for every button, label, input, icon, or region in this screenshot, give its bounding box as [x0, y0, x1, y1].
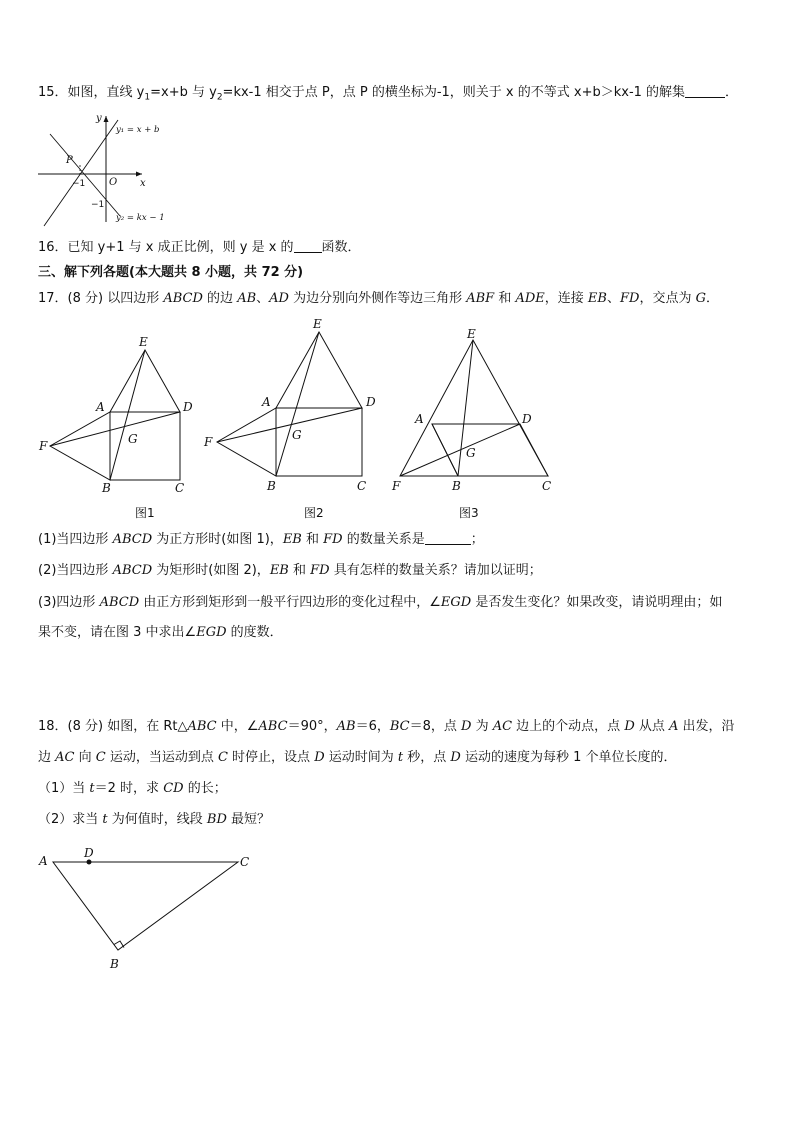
- svg-text:A: A: [96, 400, 105, 414]
- origin-label: O: [109, 177, 118, 188]
- svg-text:A: A: [415, 412, 424, 426]
- q15-graph: [36, 112, 176, 224]
- point-p-label: P: [66, 155, 73, 166]
- svg-text:E: E: [139, 335, 148, 349]
- answer-blank[interactable]: [685, 84, 725, 98]
- svg-text:B: B: [452, 479, 461, 493]
- svg-text:G: G: [292, 428, 302, 442]
- svg-text:C: C: [175, 481, 185, 495]
- svg-text:E: E: [467, 327, 476, 341]
- line1-label: y₁ = x + b: [116, 125, 160, 135]
- point-d: [87, 860, 92, 865]
- q18-text-line2: 边 AC 向 C 运动，当运动到点 C 时停止，设点 D 运动时间为 t 秒，点 D 运动的速度为每秒 1 个单位长度的．: [38, 750, 677, 765]
- svg-text:F: F: [204, 435, 213, 449]
- q18-part2: （2）求当 t 为何值时，线段 BD 最短？: [38, 812, 271, 827]
- answer-blank[interactable]: [294, 239, 322, 253]
- x-axis-label: x: [140, 178, 146, 189]
- q18-triangle-figure: [38, 846, 258, 974]
- svg-text:A: A: [39, 854, 48, 868]
- svg-text:A: A: [262, 395, 271, 409]
- svg-text:F: F: [392, 479, 401, 493]
- svg-text:G: G: [128, 432, 138, 446]
- svg-text:F: F: [39, 439, 48, 453]
- q17-figure-3: [388, 326, 558, 526]
- y-axis-label: y: [96, 113, 102, 124]
- svg-text:D: D: [366, 395, 376, 409]
- svg-text:B: B: [102, 481, 111, 495]
- section-heading: 三、解下列各题(本大题共 8 小题，共 72 分): [38, 265, 304, 280]
- svg-text:E: E: [313, 317, 322, 331]
- y-tick-label: −1: [91, 200, 105, 210]
- svg-text:G: G: [466, 446, 476, 460]
- q16-text: 16．已知 y+1 与 x 成正比例，则 y 是 x 的 函数．: [38, 240, 361, 255]
- svg-text:C: C: [357, 479, 367, 493]
- q17-part3-line1: (3)四边形 ABCD 由正方形到矩形到一般平行四边形的变化过程中，∠EGD 是否发生变化？如果改变，请说明理由；如: [38, 595, 723, 610]
- q15-text: 15．如图，直线 $y_1=x+b$ 与 $y_2=kx-1$ 相交于点 P，点 P 的横坐标为-1，则关于 x 的不等式 x+b＞kx-1 的解集 ．: [38, 85, 739, 103]
- svg-text:D: D: [183, 400, 193, 414]
- svg-text:D: D: [84, 846, 94, 860]
- figure-caption: 图2: [304, 506, 324, 520]
- q17-part3-line2: 果不变，请在图 3 中求出∠EGD 的度数．: [38, 625, 283, 640]
- q17-figure-2: [196, 316, 382, 526]
- figure-caption: 图1: [135, 506, 155, 520]
- svg-text:C: C: [542, 479, 552, 493]
- answer-blank[interactable]: [425, 531, 471, 545]
- q17-part2: (2)当四边形 ABCD 为矩形时(如图 2)，EB 和 FD 具有怎样的数量关系？请加以证明；: [38, 563, 542, 578]
- q18-part1: （1）当 t＝2 时，求 CD 的长；: [38, 781, 227, 796]
- x-tick-label: −1: [72, 179, 86, 189]
- q18-text-line1: 18．(8 分) 如图，在 Rt△ABC 中，∠ABC＝90°，AB＝6，BC＝8，点 D 为 AC 边上的个动点，点 D 从点 A 出发，沿: [38, 719, 735, 734]
- svg-text:B: B: [110, 957, 119, 971]
- svg-text:D: D: [522, 412, 532, 426]
- figure-caption: 图3: [459, 506, 479, 520]
- q17-figure-1: [30, 330, 200, 526]
- q17-text: 17．(8 分) 以四边形 ABCD 的边 AB、AD 为边分别向外侧作等边三角形 ABF 和 ADE，连接 EB、FD，交点为 G．: [38, 291, 719, 306]
- svg-text:C: C: [240, 855, 250, 869]
- line2-label: y₂ = kx − 1: [116, 213, 165, 223]
- svg-text:B: B: [267, 479, 276, 493]
- q17-part1: (1)当四边形 ABCD 为正方形时(如图 1)，EB 和 FD 的数量关系是 ；: [38, 532, 484, 547]
